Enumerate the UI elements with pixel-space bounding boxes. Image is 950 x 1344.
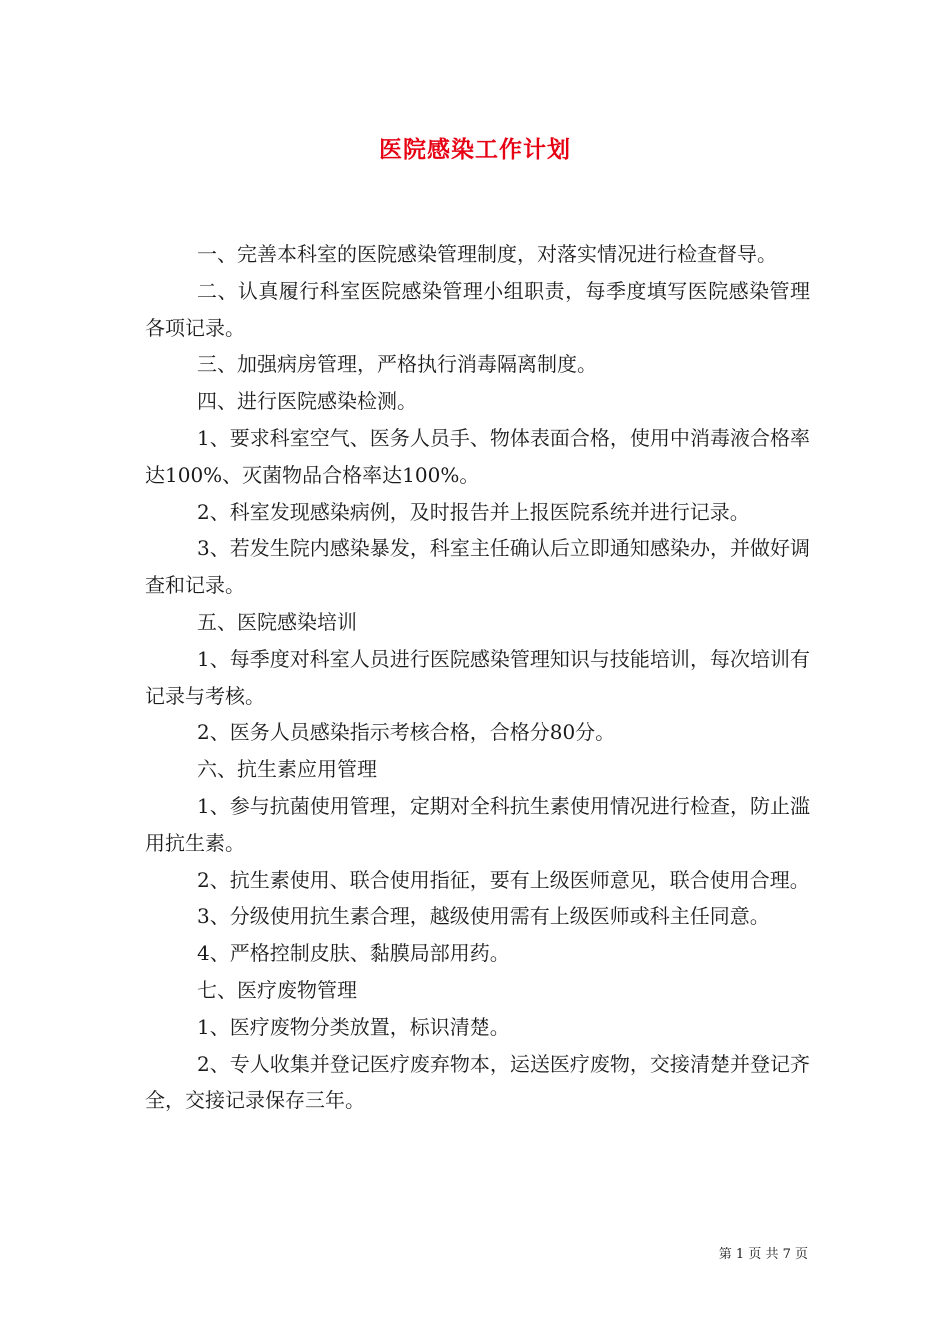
paragraph-3: 三、加强病房管理，严格执行消毒隔离制度。 [197,352,597,377]
paragraph-8: 五、医院感染培训 [197,609,357,634]
document-title: 医院感染工作计划 [379,136,571,163]
paragraph-12: 1、参与抗菌使用管理，定期对全科抗生素使用情况进行检查，防止滥用抗生素。 [145,793,810,855]
document-body [145,236,810,1119]
paragraph-1: 一、完善本科室的医院感染管理制度，对落实情况进行检查督导。 [197,242,777,266]
paragraph-11: 六、抗生素应用管理 [197,757,377,782]
paragraph-6: 2、科室发现感染病例，及时报告并上报医院系统并进行记录。 [197,499,750,524]
paragraph-4: 四、进行医院感染检测。 [197,389,417,414]
paragraph-14: 3、分级使用抗生素合理，越级使用需有上级医师或科主任同意。 [197,904,770,929]
paragraph-16: 七、医疗废物管理 [197,977,357,1002]
paragraph-15: 4、严格控制皮肤、黏膜局部用药。 [197,941,510,966]
paragraph-5: 1、要求科室空气、医务人员手、物体表面合格，使用中消毒液合格率达100%、灭菌物品合格率达100%。 [145,425,810,487]
page-number: 第 1 页 共 7 页 [718,1247,808,1262]
paragraph-2: 二、认真履行科室医院感染管理小组职责，每季度填写医院感染管理各项记录。 [145,278,810,340]
paragraph-10: 2、医务人员感染指示考核合格，合格分80分。 [197,720,616,745]
paragraph-13: 2、抗生素使用、联合使用指征，要有上级医师意见，联合使用合理。 [197,867,810,892]
paragraph-17: 1、医疗废物分类放置，标识清楚。 [197,1014,510,1039]
paragraph-18: 2、专人收集并登记医疗废弃物本，运送医疗废物，交接清楚并登记齐全，交接记录保存三年。 [145,1051,810,1113]
paragraph-7: 3、若发生院内感染暴发，科室主任确认后立即通知感染办，并做好调查和记录。 [145,536,810,598]
paragraph-9: 1、每季度对科室人员进行医院感染管理知识与技能培训，每次培训有记录与考核。 [145,646,810,708]
